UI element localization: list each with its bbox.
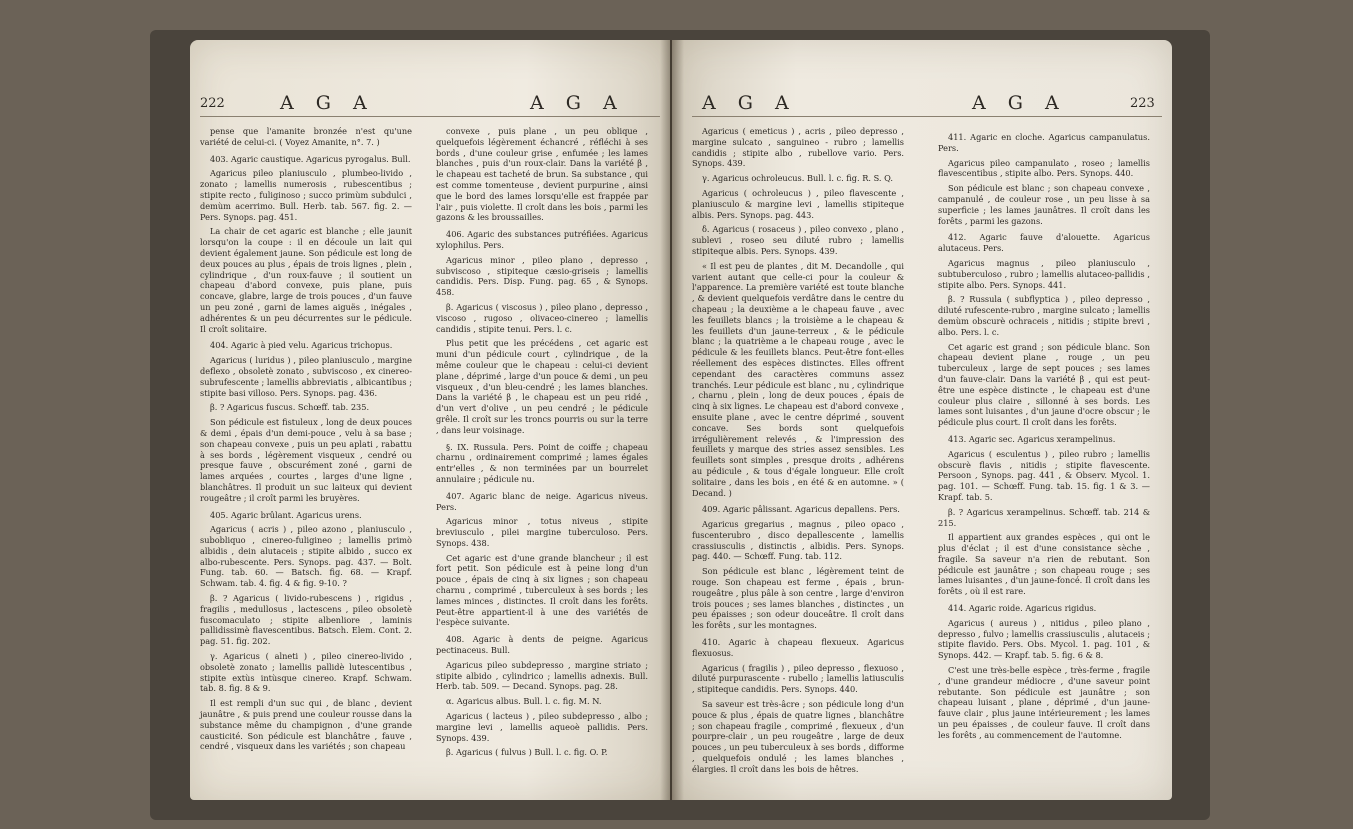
right-column-1 [692, 126, 904, 779]
book-gutter [660, 40, 684, 800]
latin-description: Agaricus ( emeticus ) , acris , pileo depresso , margine sulcato , sanguineo - rubro ; lamellis candidis ; stipite albo , rubellove vario. Pers. Synops. 439. [692, 126, 904, 169]
paragraph: Sa saveur est très-âcre ; son pédicule long d'un pouce & plus , épais de quatre lignes , blanchâtre ; son chapeau fragile , comprimé , flexueux , d'un pourpre-clair , un peu rougeâtre , large de deux pouces , un peu tuberculeux à ses bords , difforme , quelquefois ondulé ; les lames blanches , élargies. Il croît dans les bois de hêtres. [692, 699, 904, 774]
paragraph: Cet agaric est grand ; son pédicule blanc. Son chapeau devient plane , rouge , un peu tuberculeux , large de sept pouces ; ses lames d'un fauve-clair. Dans la variété β , qui est peut-être une espèce distincte , le chapeau est d'une couleur plus claire , sillonné à ses bords. Les lames sont luisantes , d'un jaune d'ocre obscur ; le pédicule plus court. Il croît dans les forêts. [938, 341, 1150, 428]
variety-line: β. ? Russula ( subflyptica ) , pileo depresso , diluté rufescente-rubro , margine sulcato ; lamellis demùm obscurè ochraceis , nitidis ; stipite brevi , albo. Pers. l. c. [938, 294, 1150, 337]
variety-line: γ. Agaricus ( alneti ) , pileo cinereo-livido , obsoletè zonato ; lamellis pallidè lutescentibus , stipite extùs intùsque cinereo. Krapf. Schwam. tab. 8. fig. 8 & 9. [200, 651, 412, 694]
header-rule-left [200, 116, 660, 117]
entry-heading: 405. Agaric brûlant. Agaricus urens. [210, 509, 362, 520]
latin-description: Agaricus pileo planiusculo , plumbeo-livido , zonato ; lamellis numerosis , rubescentibus ; stipite recto , fuliginoso ; succo primùm subdulci , demùm acerrimo. Bull. Herb. tab. 567. fig. 2. — Pers. Synops. pag. 451. [200, 168, 412, 222]
latin-description: Agaricus ( ochroleucus ) , pileo flavescente , planiusculo & margine levi , lamellis stipiteque albis. Pers. Synops. pag. 443. [692, 187, 904, 220]
paragraph: Il est rempli d'un suc qui , de blanc , devient jaunâtre , & puis prend une couleur rousse dans la substance même du champignon , d'une grande causticité. Son pédicule est blanchâtre , fauve , cendré , visqueux dans les variétés ; son chapeau [200, 698, 412, 752]
entry-heading: 406. Agaric des substances putréfiées. Agaricus xylophilus. Pers. [436, 229, 648, 250]
entry-heading: 403. Agaric caustique. Agaricus pyrogalus. Bull. [210, 153, 411, 164]
variety-line: α. Agaricus albus. Bull. l. c. fig. M. N. [446, 696, 602, 707]
latin-description: Agaricus pileo campanulato , roseo ; lamellis flavescentibus , stipite albo. Pers. Synops. 440. [938, 157, 1150, 179]
paragraph: Cet agaric est d'une grande blancheur ; il est fort petit. Son pédicule est à peine long d'un pouce , épais de cinq à six lignes ; son chapeau charnu , comprimé , tuberculeux à ses bords ; les lames minces , distinctes. Il croît dans les forêts. Peut-être appartient-il à une des variétés de l'espèce suivante. [436, 552, 648, 628]
entry-heading: 409. Agaric pâlissant. Agaricus depallens. Pers. [702, 504, 900, 515]
paragraph: pense que l'amanite bronzée n'est qu'une variété de celui-ci. ( Voyez Amanite, n°. 7. ) [200, 126, 412, 147]
paragraph: Son pédicule est fistuleux , long de deux pouces & demi , épais d'un demi-pouce , velu à sa base ; son chapeau convexe , puis un peu aplati , rabattu à ses bords , légèrement visqueux , cendré ou presque fauve , obscurément zoné , garni de lames arquées , courtes , larges d'une ligne , blanchâtres. Il produit un suc laiteux qui devient rougeâtre ; il croît parmi les bruyères. [200, 417, 412, 503]
left-column-1 [200, 126, 412, 756]
paragraph: La chair de cet agaric est blanche ; elle jaunit lorsqu'on la coupe : il en découle un lait qui devient également jaune. Son pédicule est long de deux pouces au plus , épais de trois lignes , plein , cylindrique , d'un roux-fauve ; il soutient un chapeau d'abord convexe, puis plane, puis concave, glabre, large de trois pouces , d'un fauve un peu zoné , garni de lames aiguës , inégales , adhérentes & un peu décurrentes sur le pédicule. Il croît solitaire. [200, 226, 412, 334]
latin-description: Agaricus pileo subdepresso , margine striato ; stipite albido , cylindrico ; lamellis adnexis. Bull. Herb. tab. 509. — Decand. Synops. pag. 28. [436, 659, 648, 692]
latin-description: Agaricus minor , totus niveus , stipite breviusculo , pilei margine tuberculoso. Pers. Synops. 438. [436, 516, 648, 548]
running-head-right-b: A G A [972, 92, 1067, 114]
paragraph: Plus petit que les précédens , cet agaric est muni d'un pédicule court , cylindrique , de la même couleur que le chapeau : celui-ci devient plane , déprimé , large d'un pouce & demi , un peu visqueux , d'un bleu-cendré ; les lames blanches. Dans la variété β , le chapeau est un peu ridé , d'un vert d'olive , un peu cendré ; le pédicule grêle. Il croît sur les troncs pourris ou sur la terre , dans leur voisinage. [436, 338, 648, 435]
running-head-left-b: A G A [530, 92, 625, 114]
latin-description: Agaricus ( aureus ) , nitidus , pileo plano , depresso , fulvo ; lamellis crassiusculis , alutaceis ; stipite flavido. Pers. Obs. Mycol. 1. pag. 101 , & Synops. 442. — Krapf. tab. 5. fig. 6 & 8. [938, 617, 1150, 661]
variety-line: β. ? Agaricus ( livido-rubescens ) , rigidus , fragilis , medullosus , lactescens , pileo obsoletè fuscomaculato ; stipite albenliore , laminis pallidissimè flavescentibus. Batsch. Elem. Cont. 2. pag. 51. fig. 202. [200, 593, 412, 647]
variety-line: β. Agaricus ( fulvus ) Bull. l. c. fig. O. P. [446, 747, 608, 758]
latin-description: Agaricus ( esculentus ) , pileo rubro ; lamellis obscurè flavis , nitidis ; stipite flavescente. Persoon , Synops. pag. 441 , & Observ. Mycol. 1. pag. 101. — Schœff. Fung. tab. 15. fig. 1 & 3. — Krapf. tab. 5. [938, 448, 1150, 502]
latin-description: Agaricus ( fragilis ) , pileo depresso , flexuoso , diluté purpurascente - rubello ; lamellis latiusculis , stipiteque candidis. Pers. Synops. 440. [692, 662, 904, 695]
paragraph: Son pédicule est blanc ; son chapeau convexe , campanulé , de couleur rose , un peu lisse à sa superficie ; les lames jaunâtres. Il croît dans les forêts , parmi les gazons. [938, 183, 1150, 226]
latin-description: Agaricus ( acris ) , pileo azono , planiusculo , subobliquo , cinereo-fuligineo ; lamellis primò albidis , dein alutaceis ; stipite albido , succo ex albo-rubescente. Pers. Synops. pag. 437. — Bolt. Fung. tab. 60. — Batsch. fig. 68. — Krapf. Schwam. tab. 4. fig. 4 & fig. 9-10. ? [200, 524, 412, 589]
entry-heading: 412. Agaric fauve d'alouette. Agaricus alutaceus. Pers. [938, 232, 1150, 254]
page-number-right: 223 [1130, 96, 1155, 111]
running-head-left-a: A G A [280, 92, 375, 114]
latin-description: Agaricus magnus , pileo planiusculo , subtuberculoso , rubro ; lamellis alutaceo-pallidis , stipite albo. Pers. Synops. 441. [938, 257, 1150, 290]
running-head-right-a: A G A [702, 92, 797, 114]
page-number-left: 222 [200, 96, 225, 111]
entry-heading: 410. Agaric à chapeau flexueux. Agaricus flexuosus. [692, 637, 904, 658]
right-column-2 [938, 126, 1150, 745]
latin-description: Agaricus ( lacteus ) , pileo subdepresso , albo ; margine levi , lamellis aqueoè pallidis. Pers. Synops. 439. [436, 711, 648, 743]
paragraph: Il appartient aux grandes espèces , qui ont le plus d'éclat ; il est d'une consistance sèche , fragile. Sa saveur n'a rien de rebutant. Son pédicule est jaunâtre ; son chapeau rouge ; ses lames luisantes , d'un jaune-foncé. Il croît dans les forêts , où il est rare. [938, 532, 1150, 597]
left-column-2 [436, 126, 648, 762]
variety-line: β. ? Agaricus xerampelinus. Schœff. tab. 214 & 215. [938, 506, 1150, 528]
entry-heading: 414. Agaric roide. Agaricus rigidus. [948, 603, 1097, 614]
variety-line: β. ? Agaricus fuscus. Schœff. tab. 235. [210, 402, 370, 413]
latin-description: Agaricus ( luridus ) , pileo planiusculo , margine deflexo , obsoletè zonato , subviscoso , ex cinereo-subrufescente ; lamellis abbreviatis , albicantibus ; stipite basi villoso. Pers. Synops. pag. 436. [200, 355, 412, 398]
section-heading: §. IX. Russula. Pers. Point de coiffe ; chapeau charnu , ordinairement comprimé ; lames égales entr'elles , & non terminées par un bourrelet annulaire ; pédicule nu. [436, 441, 648, 484]
quotation-paragraph: « Il est peu de plantes , dit M. Decandolle , qui varient autant que celle-ci pour la couleur & l'apparence. La première variété est toute blanche , & devient quelquefois verdâtre dans le centre du chapeau ; la deuxième a le chapeau fauve , avec les feuillets blancs ; la troisième a le chapeau & les feuillets d'un jaune-terreux , & le pédicule blanc ; la quatrième a le chapeau rouge , avec le pédicule & les feuillets blancs. Peut-être font-elles réellement des espèces distinctes. Elles offrent cependant des caractères communs assez tranchés. Leur pédicule est blanc , nu , cylindrique , charnu , plein , long de deux pouces , épais de cinq à six lignes. Le chapeau est d'abord convexe , ensuite plane , avec le centre déprimé , souvent concave. Ses bords sont quelquefois irrégulièrement relevés , & l'impression des feuillets y marque des stries assez sensibles. Les feuillets sont simples , presque droits , adhérens au pédicule , & tous d'égale longueur. Elle croît solitaire , dans les bois , en été & en automne. » ( Decand. ) [692, 260, 904, 498]
entry-heading: 404. Agaric à pied velu. Agaricus trichopus. [210, 340, 393, 351]
latin-description: Agaricus minor , pileo plano , depresso , subviscoso , stipiteque cæsio-griseis ; lamellis candidis. Pers. Disp. Fung. pag. 65 , & Synops. 458. [436, 254, 648, 298]
variety-line: δ. Agaricus ( rosaceus ) , pileo convexo , plano , sublevi , roseo seu diluté rubro ; lamellis stipiteque albis. Pers. Synops. 439. [692, 224, 904, 256]
paragraph: Son pédicule est blanc , légèrement teint de rouge. Son chapeau est ferme , épais , brun-rougeâtre , plus pâle à son centre , large d'environ trois pouces ; ses lames blanches , distinctes , un peu épaisses ; son odeur douceâtre. Il croît dans les forêts , sur les montagnes. [692, 566, 904, 631]
entry-heading: 408. Agaric à dents de peigne. Agaricus pectinaceus. Bull. [436, 634, 648, 656]
paragraph: convexe , puis plane , un peu oblique , quelquefois légèrement échancré , réfléchi à ses bords , d'une couleur grise , enfumée ; les lames blanches , puis d'un roux-clair. Dans la variété β , le chapeau est tacheté de brun. Sa substance , qui est comme tomenteuse , devient purpurine , ainsi que le bord des lames lorsqu'elle est frappée par l'air , puis violette. Il croît dans les bois , parmi les gazons & les broussailles. [436, 126, 648, 223]
entry-heading: 413. Agaric sec. Agaricus xerampelinus. [948, 433, 1116, 444]
latin-description: Agaricus gregarius , magnus , pileo opaco , fuscenterubro , disco depallescente , lamellis crassiusculis , distinctis , albidis. Pers. Synops. pag. 440. — Schœff. Fung. tab. 112. [692, 519, 904, 562]
variety-line: γ. Agaricus ochroleucus. Bull. l. c. fig. R. S. Q. [702, 173, 894, 184]
left-page [190, 40, 670, 800]
entry-heading: 411. Agaric en cloche. Agaricus campanulatus. Pers. [938, 132, 1150, 153]
paragraph: C'est une très-belle espèce , très-ferme , fragile , d'une grandeur médiocre , d'une saveur point rebutante. Son pédicule est jaunâtre ; son chapeau luisant , plane , déprimé , d'un jaune-fauve clair , plus jaune intérieurement ; les lames un peu épaisses , de couleur fauve. Il croît dans les forêts , au commencement de l'automne. [938, 665, 1150, 740]
entry-heading: 407. Agaric blanc de neige. Agaricus niveus. Pers. [436, 490, 648, 512]
variety-line: β. Agaricus ( viscosus ) , pileo plano , depresso , viscoso , rugoso , olivaceo-cinereo ; lamellis candidis , stipite tenui. Pers. l. c. [436, 301, 648, 334]
header-rule-right [692, 116, 1162, 117]
right-page [672, 40, 1172, 800]
